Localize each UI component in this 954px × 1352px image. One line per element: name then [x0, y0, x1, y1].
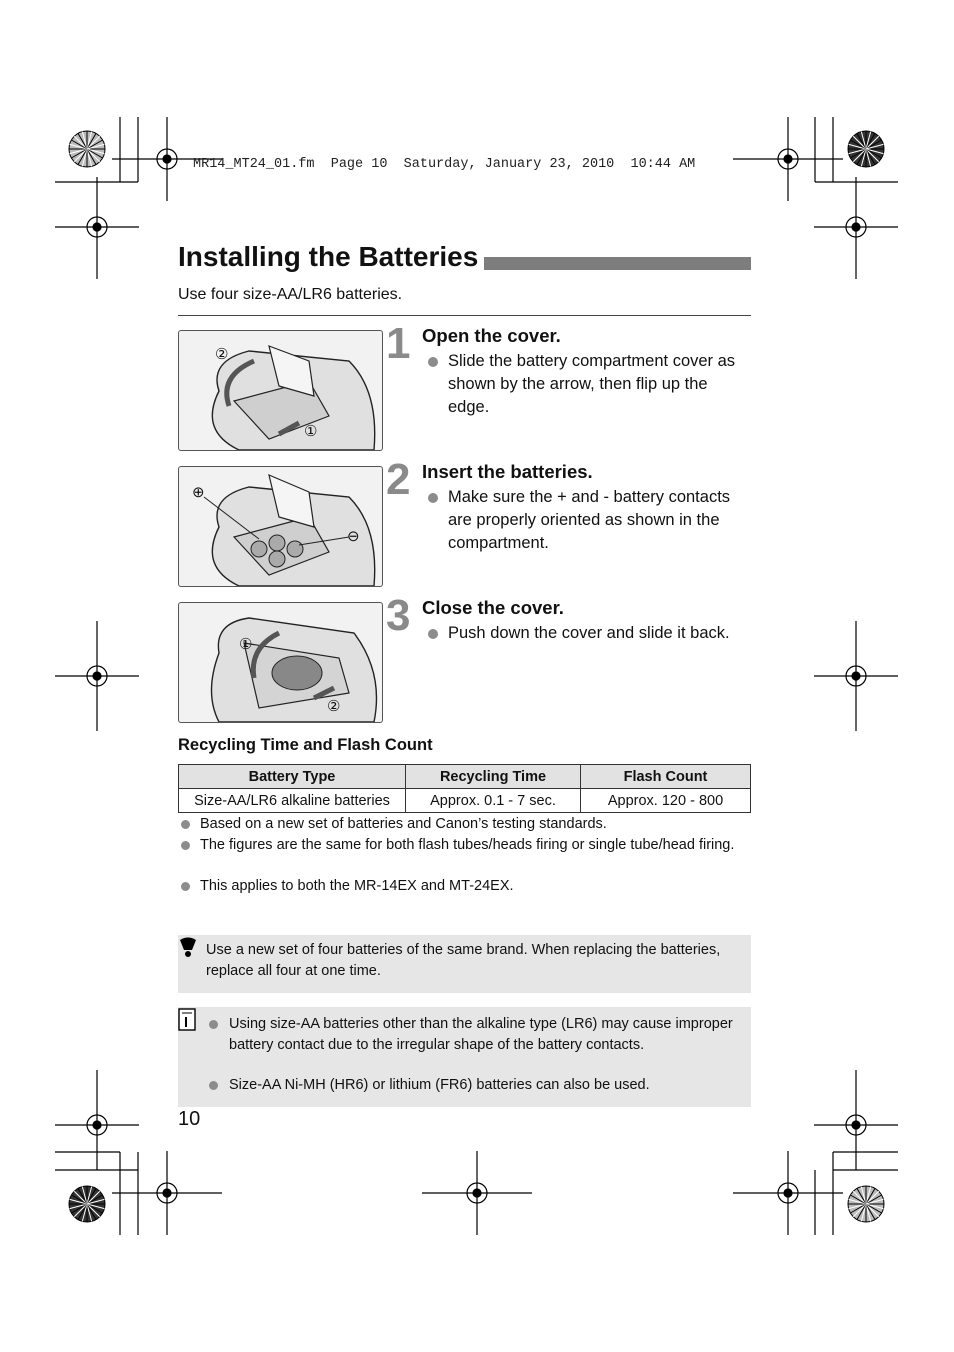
file-header-line: MR14_MT24_01.fm Page 10 Saturday, January 23, 2010 10:44 AM — [193, 157, 696, 172]
table-cell: Approx. 0.1 - 7 sec. — [406, 789, 581, 813]
bullet-icon — [428, 629, 438, 639]
recycling-heading: Recycling Time and Flash Count — [178, 736, 433, 754]
note-item: Based on a new set of batteries and Canon’s testing standards. — [200, 816, 607, 832]
table-cell: Approx. 120 - 800 — [581, 789, 751, 813]
bullet-icon — [181, 882, 190, 891]
step-3-illustration — [178, 602, 383, 723]
page-number: 10 — [178, 1108, 201, 1130]
step-1-title: Open the cover. — [422, 325, 561, 346]
page-title: Installing the Batteries — [178, 241, 479, 272]
table-row — [179, 789, 751, 813]
note-item: This applies to both the MR-14EX and MT-24EX. — [200, 878, 514, 894]
recycling-table — [178, 764, 751, 813]
table-cell: Size-AA/LR6 alkaline batteries — [179, 789, 406, 813]
memo-icon — [178, 1008, 198, 1032]
step-2-illustration — [178, 466, 383, 587]
memo-item: Using size-AA batteries other than the alkaline type (LR6) may cause improper battery contact due to the irregular shape of the battery contacts. — [229, 1016, 733, 1053]
bullet-icon — [209, 1020, 218, 1029]
caution-box — [178, 935, 751, 993]
table-header-row — [179, 765, 751, 789]
plus-callout: ⊕ — [192, 484, 205, 501]
step-2-body: Make sure the + and - battery contacts are properly oriented as shown in the compartment. — [448, 488, 731, 552]
note-item: The figures are the same for both flash tubes/heads firing or single tube/head firing. — [200, 837, 735, 853]
callout-1: ① — [304, 423, 318, 440]
column-header: Recycling Time — [406, 765, 581, 789]
divider — [178, 315, 751, 316]
intro-text: Use four size-AA/LR6 batteries. — [178, 286, 403, 303]
column-header: Battery Type — [179, 765, 406, 789]
step-1-illustration — [178, 330, 383, 451]
callout-1: ① — [239, 636, 253, 653]
caution-text: Use a new set of four batteries of the same brand. When replacing the batteries, replace all four at one time. — [206, 942, 721, 979]
step-3-number: 3 — [386, 591, 411, 640]
title-bar-decoration — [484, 257, 751, 270]
step-1-number: 1 — [386, 319, 411, 368]
bullet-icon — [428, 357, 438, 367]
step-1-body: Slide the battery compartment cover as shown by the arrow, then flip up the edge. — [448, 352, 736, 416]
column-header: Flash Count — [581, 765, 751, 789]
bullet-icon — [428, 493, 438, 503]
bullet-icon — [181, 820, 190, 829]
step-3-body: Push down the cover and slide it back. — [448, 624, 730, 642]
bullet-icon — [209, 1081, 218, 1090]
callout-2: ② — [215, 346, 229, 363]
caution-icon — [178, 936, 198, 958]
step-2-title: Insert the batteries. — [422, 461, 593, 482]
memo-box — [178, 1007, 751, 1107]
bullet-icon — [181, 841, 190, 850]
callout-2: ② — [327, 698, 341, 715]
step-2-number: 2 — [386, 455, 411, 504]
memo-item: Size-AA Ni-MH (HR6) or lithium (FR6) batteries can also be used. — [229, 1077, 650, 1093]
minus-callout: ⊖ — [347, 528, 360, 545]
step-3-title: Close the cover. — [422, 597, 564, 618]
